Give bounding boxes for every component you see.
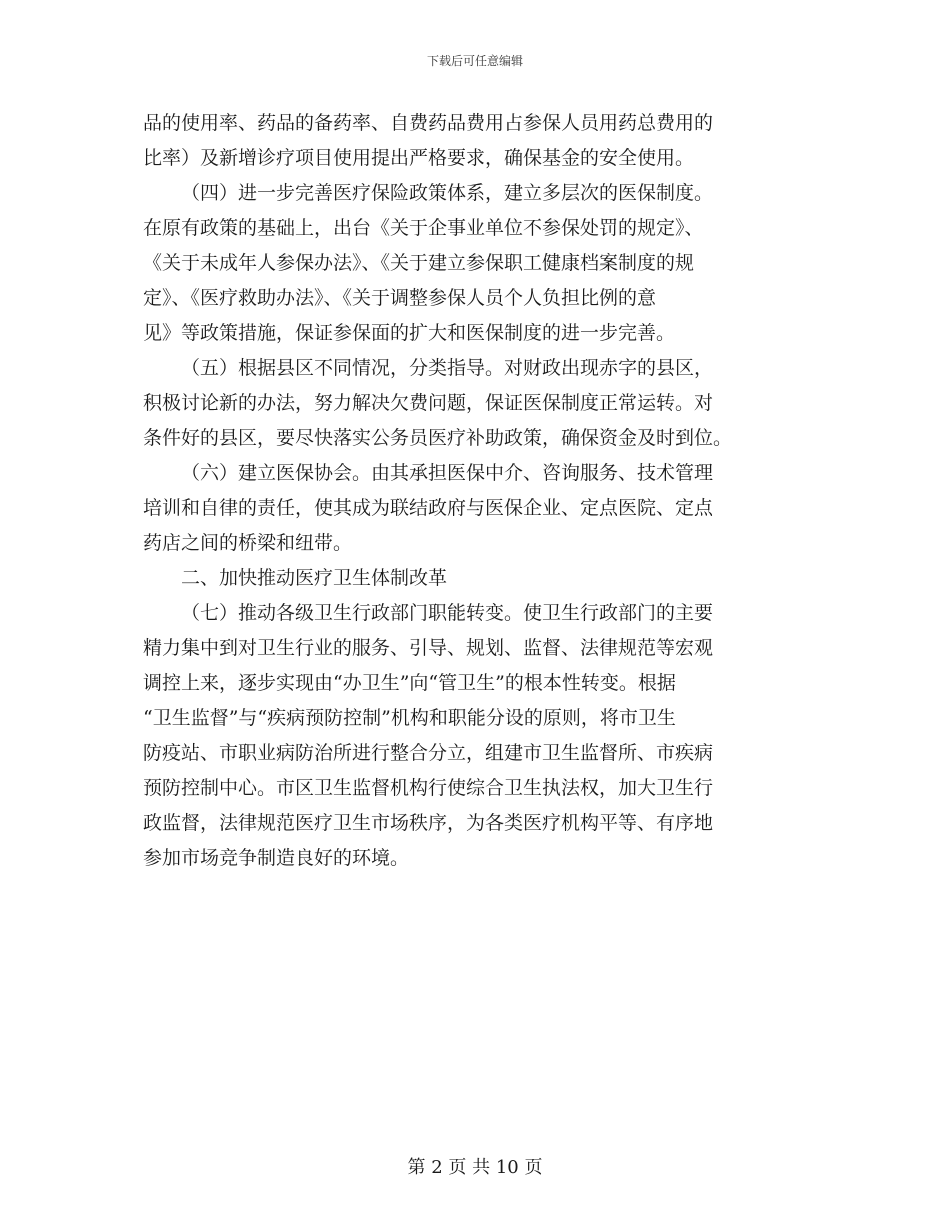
text-line: 参加市场竞争制造良好的环境。 bbox=[143, 847, 410, 869]
text-line: 《关于未成年人参保办法》、《关于建立参保职工健康档案制度的规 bbox=[143, 252, 695, 274]
text-line: 药店之间的桥梁和纽带。 bbox=[143, 532, 353, 554]
text-line: 政监督，法律规范医疗卫生市场秩序，为各类医疗机构平等、有序地 bbox=[143, 812, 714, 834]
text-line: 调控上来，逐步实现由“办卫生”向“管卫生”的根本性转变。根据 bbox=[143, 672, 676, 694]
text-line: 培训和自律的责任，使其成为联结政府与医保企业、定点医院、定点 bbox=[143, 497, 714, 519]
text-line: 精力集中到对卫生行业的服务、引导、规划、监督、法律规范等宏观 bbox=[143, 637, 714, 659]
text-line: 品的使用率、药品的备药率、自费药品费用占参保人员用药总费用的 bbox=[143, 112, 714, 134]
text-line: “卫生监督”与“疾病预防控制”机构和职能分设的原则，将市卫生 bbox=[143, 707, 676, 729]
page-header: 下载后可任意编辑 bbox=[426, 54, 523, 68]
text-line: 预防控制中心。市区卫生监督机构行使综合卫生执法权，加大卫生行 bbox=[143, 777, 714, 799]
text-line: 见》等政策措施，保证参保面的扩大和医保制度的进一步完善。 bbox=[143, 322, 676, 344]
paragraph-5-start: （五）根据县区不同情况，分类指导。对财政出现赤字的县区， bbox=[181, 357, 714, 379]
text-line: 积极讨论新的办法，努力解决欠费问题，保证医保制度正常运转。对 bbox=[143, 392, 714, 414]
page-number: 第 2 页 共 10 页 bbox=[407, 1157, 543, 1178]
text-line: 防疫站、市职业病防治所进行整合分立，组建市卫生监督所、市疾病 bbox=[143, 742, 714, 764]
text-line: 定》、《医疗救助办法》、《关于调整参保人员个人负担比例的意 bbox=[143, 287, 657, 309]
text-line: 比率）及新增诊疗项目使用提出严格要求，确保基金的安全使用。 bbox=[143, 147, 695, 169]
paragraph-7-start: （七）推动各级卫生行政部门职能转变。使卫生行政部门的主要 bbox=[181, 602, 714, 624]
paragraph-4-start: （四）进一步完善医疗保险政策体系，建立多层次的医保制度。 bbox=[181, 182, 714, 204]
paragraph-6-start: （六）建立医保协会。由其承担医保中介、咨询服务、技术管理 bbox=[181, 462, 714, 484]
text-line: 条件好的县区，要尽快落实公务员医疗补助政策，确保资金及时到位。 bbox=[143, 427, 733, 449]
document-body bbox=[143, 106, 813, 876]
section-heading: 二、加快推动医疗卫生体制改革 bbox=[181, 567, 448, 589]
text-line: 在原有政策的基础上，出台《关于企事业单位不参保处罚的规定》、 bbox=[143, 217, 704, 239]
